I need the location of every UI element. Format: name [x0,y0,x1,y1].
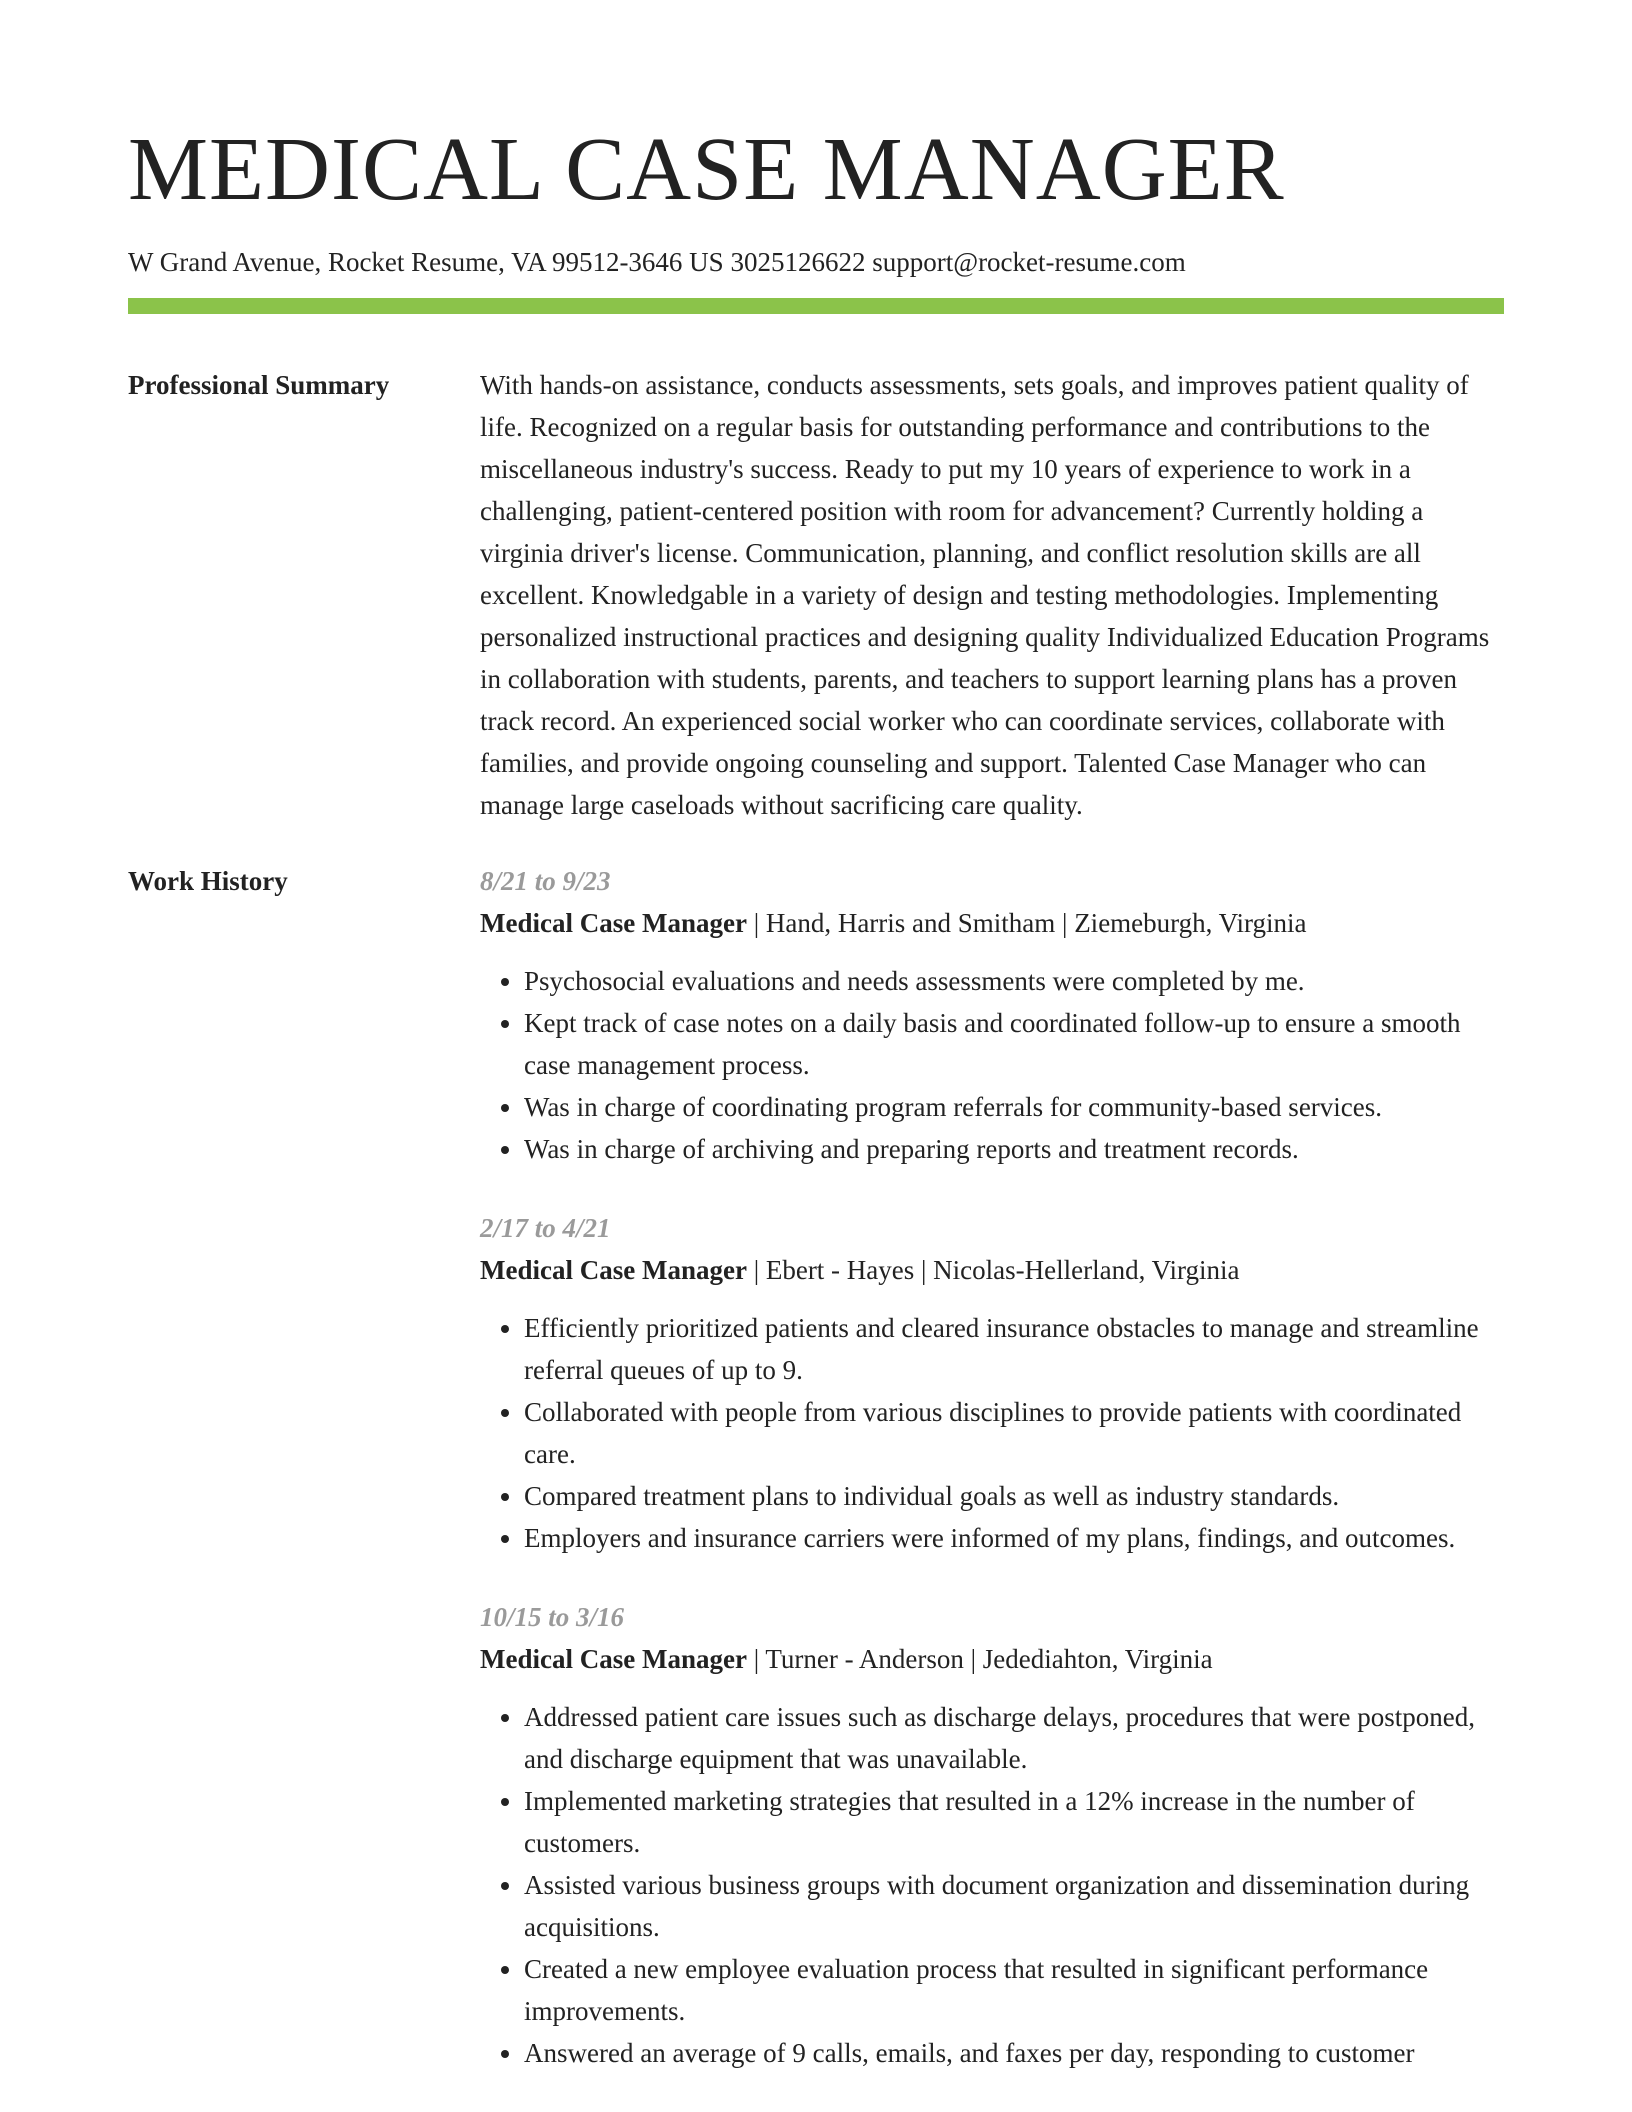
job-bullet: • Employers and insurance carriers were informed of my plans, findings, and outcomes. [524,1517,1504,1559]
contact-line: W Grand Avenue, Rocket Resume, VA 99512-3646 US 3025126622 support@rocket-resume.com [128,247,1186,277]
job-title: Medical Case Manager [480,908,747,938]
job-bullet: • Created a new employee evaluation process that resulted in significant performance improvements. [524,1948,1504,2032]
job-bullet: • Kept track of case notes on a daily basis and coordinated follow-up to ensure a smooth case management process. [524,1002,1504,1086]
work-history-section [128,860,1504,2111]
job-dates: 8/21 to 9/23 [480,866,611,896]
job-title: Medical Case Manager [480,1255,747,1285]
job-bullet: • Collaborated with people from various disciplines to provide patients with coordinated care. [524,1391,1504,1475]
job-details: | Turner - Anderson | Jedediahton, Virginia [746,1644,1213,1674]
work-body [480,860,1504,2111]
professional-summary-section [128,364,1504,826]
job-bullet-list [480,960,1504,1170]
job-entry [480,860,1504,1170]
resume-title: MEDICAL CASE MANAGER [128,120,1285,219]
job-entry [480,1207,1504,1559]
section-heading-work: Work History [128,866,288,896]
job-bullet: • Was in charge of archiving and preparing reports and treatment records. [524,1128,1504,1170]
summary-body [480,364,1504,826]
job-heading [480,1638,1504,1680]
job-dates: 10/15 to 3/16 [480,1602,625,1632]
job-bullet-list [480,1307,1504,1559]
section-heading-summary: Professional Summary [128,370,390,400]
job-title: Medical Case Manager [480,1644,747,1674]
resume-page [128,0,1504,2111]
job-bullet: • Addressed patient care issues such as discharge delays, procedures that were postponed, and discharge equipment that was unavailable. [524,1696,1504,1780]
job-details: | Ebert - Hayes | Nicolas-Hellerland, Virginia [746,1255,1240,1285]
job-details: | Hand, Harris and Smitham | Ziemeburgh, Virginia [746,908,1307,938]
job-bullet: • Assisted various business groups with document organization and dissemination during acquisitions. [524,1864,1504,1948]
job-bullet: • Implemented marketing strategies that resulted in a 12% increase in the number of customers. [524,1780,1504,1864]
job-bullet: • Answered an average of 9 calls, emails, and faxes per day, responding to customer [524,2032,1504,2074]
job-heading [480,902,1504,944]
job-bullet: • Was in charge of coordinating program referrals for community-based services. [524,1086,1504,1128]
job-heading [480,1249,1504,1291]
job-bullet-list [480,1696,1504,2074]
header-divider [128,298,1504,314]
job-bullet: • Psychosocial evaluations and needs assessments were completed by me. [524,960,1504,1002]
job-bullet: • Efficiently prioritized patients and cleared insurance obstacles to manage and streamline referral queues of up to 9. [524,1307,1504,1391]
job-entry [480,1596,1504,2074]
summary-text: With hands-on assistance, conducts assessments, sets goals, and improves patient quality of life. Recognized on a regular basis for outstanding performance and contributions to the miscellaneous industry's success. Ready to put my 10 years of experience to work in a challenging, patient-centered position with room for advancement? Currently holding a virginia driver's license. Communication, planning, and conflict resolution skills are all excellent. Knowledgable in a variety of design and testing methodologies. Implementing personalized instructional practices and designing quality Individualized Education Programs in collaboration with students, parents, and teachers to support learning plans has a proven track record. An experienced social worker who can coordinate services, collaborate with families, and provide ongoing counseling and support. Talented Case Manager who can manage large caseloads without sacrificing care quality. [480,370,1490,820]
job-dates: 2/17 to 4/21 [480,1213,611,1243]
job-bullet: • Compared treatment plans to individual goals as well as industry standards. [524,1475,1504,1517]
